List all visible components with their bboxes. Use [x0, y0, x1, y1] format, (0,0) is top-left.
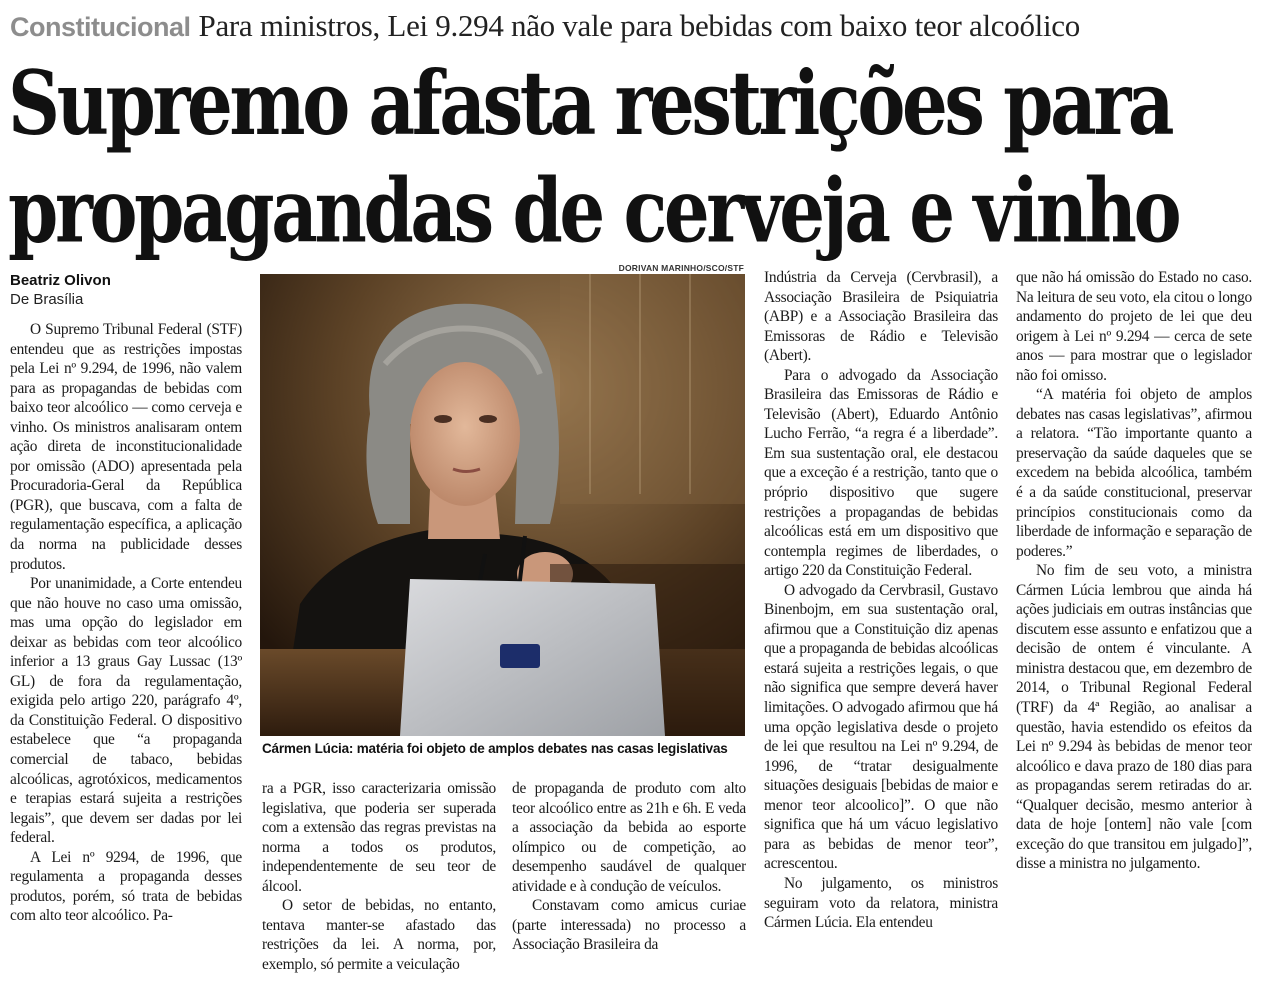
paragraph: O setor de bebidas, no entanto, tentava manter-se afastado das restrições da lei. A norma, por, exemplo, só permite a veiculação [262, 897, 496, 973]
article-column-2 [262, 779, 496, 984]
headline-line: Supremo afasta restrições para [8, 51, 1172, 155]
paragraph: que não há omissão do Estado no caso. Na leitura de seu voto, ela citou o longo andamento do projeto de lei que deu origem à Lei nº 9.294 — cerca de sete anos — para mostrar que o legislador não foi omisso. [1016, 269, 1252, 384]
paragraph: Para o advogado da Associação Brasileira das Emissoras de Rádio e Televisão (Abert), Eduardo Antônio Lucho Ferrão, “a regra é a liberdade”. Em sua sustentação oral, ele destacou que a exceção é a restrição, tanto que o próprio dispositivo que sugere restrições a propagandas de bebidas alcoólicas está em um dispositivo que contempla regimes de liberdades, o artigo 220 da Constituição Federal. [764, 366, 998, 580]
paragraph: Indústria da Cerveja (Cervbrasil), a Associação Brasileira de Psiquiatria (ABP) e a Associação Brasileira das Emissoras de Rádio e Televisão (Abert). [764, 269, 998, 365]
article-column-4 [764, 268, 998, 984]
photo-credit: DORIVAN MARINHO/SCO/STF [618, 263, 744, 273]
paragraph: Por unanimidade, a Corte entendeu que não houve no caso uma omissão, mas uma opção do legislador em deixar as bebidas com teor alcoólico inferior a 13 graus Gay Lussac (13º GL) de fora da regulamentação, exigida pelo artigo 220, parágrafo 4º, da Constituição Federal. O dispositivo estabelece que “a propaganda comercial de tabaco, bebidas alcoólicas, agrotóxicos, medicamentos e terapias estará sujeita a restrições legais”, que devem ser dadas por lei federal. [10, 575, 242, 847]
byline [10, 271, 250, 310]
paragraph: “A matéria foi objeto de amplos debates nas casas legislativas”, afirmou a relatora. “Tão importante quanto a preservação da saúde daqueles que se excedem na bebida alcoólica, também é a da saúde constitucional, preservar princípios constitucionais como da liberdade de informação e separação de poderes.” [1016, 386, 1252, 560]
paragraph: de propaganda de produto com alto teor alcoólico entre as 21h e 6h. E veda a associação da bebida ao esporte olímpico ou de competição, ao desempenho saudável de qualquer atividade e à condução de veículos. [512, 780, 746, 895]
byline-location: De Brasília [10, 291, 84, 308]
section-label: Constitucional [10, 12, 191, 42]
article-column-5 [1016, 268, 1252, 984]
headline [8, 50, 1258, 265]
kicker-line [10, 8, 1255, 46]
paragraph: No julgamento, os ministros seguiram voto da relatora, ministra Cármen Lúcia. Ela entendeu [764, 874, 998, 932]
paragraph: Constavam como amicus curiae (parte interessada) no processo a Associação Brasileira da [512, 897, 746, 954]
article-photo [260, 274, 745, 736]
article-column-1 [10, 320, 242, 984]
headline-line: propagandas de cerveja e vinho [8, 158, 1179, 263]
paragraph: A Lei nº 9294, de 1996, que regulamenta a propaganda desses produtos, porém, só trata de bebidas com alto teor alcoólico. Pa- [10, 848, 242, 925]
paragraph: O advogado da Cervbrasil, Gustavo Binenbojm, em sua sustentação oral, afirmou que a Constituição diz apenas que a propaganda de bebidas alcoólicas estará sujeita a restrições legais, o que não significa que sempre deverá haver limitações. O advogado afirmou que há uma opção legislativa desde o projeto de lei que resultou na Lei nº 9.294, de 1996, de “tratar desigualmente situações desiguais [bebidas de maior e menor teor alcoolico]”. O que não significa que há um vácuo legislativo para as bebidas de menor teor”, acrescentou. [764, 581, 998, 873]
paragraph: No fim de seu voto, a ministra Cármen Lúcia lembrou que ainda há ações judiciais em outras instâncias que discutem esse assunto e enfatizou que a decisão de ontem é vinculante. A ministra destacou que, em dezembro de 2014, o Tribunal Regional Federal (TRF) da 4ª Região, ao analisar a questão, havia estendido os efeitos da Lei nº 9.294 às bebidas de menor teor alcoólico e dava prazo de 180 dias para as propagandas serem retiradas do ar. “Qualquer decisão, mesmo anterior à data de hoje [ontem] não vale [com exceção do que transitou em julgado]”, disse a ministra no julgamento. [1016, 562, 1252, 873]
subheadline: Para ministros, Lei 9.294 não vale para bebidas com baixo teor alcoólico [198, 8, 1080, 43]
byline-author: Beatriz Olivon [10, 272, 111, 289]
paragraph: O Supremo Tribunal Federal (STF) entendeu que as restrições impostas pela Lei nº 9.294, de 1996, não valem para as propagandas de bebidas com baixo teor alcoólico — como cerveja e vinho. Os ministros analisaram ontem ação direta de inconstitucionalidade por omissão (ADO) apresentada pela Procuradoria-Geral da República (PGR), que buscava, com a falta de regulamentação específica, a aplicação da norma na publicidade desses produtos. [10, 321, 242, 573]
paragraph: ra a PGR, isso caracterizaria omissão legislativa, que poderia ser superada com a extensão das regras previstas na norma a todos os produtos, independentemente de seu teor de álcool. [262, 780, 496, 895]
photo-caption: Cármen Lúcia: matéria foi objeto de amplos debates nas casas legislativas [262, 741, 728, 756]
article-column-3 [512, 779, 746, 984]
